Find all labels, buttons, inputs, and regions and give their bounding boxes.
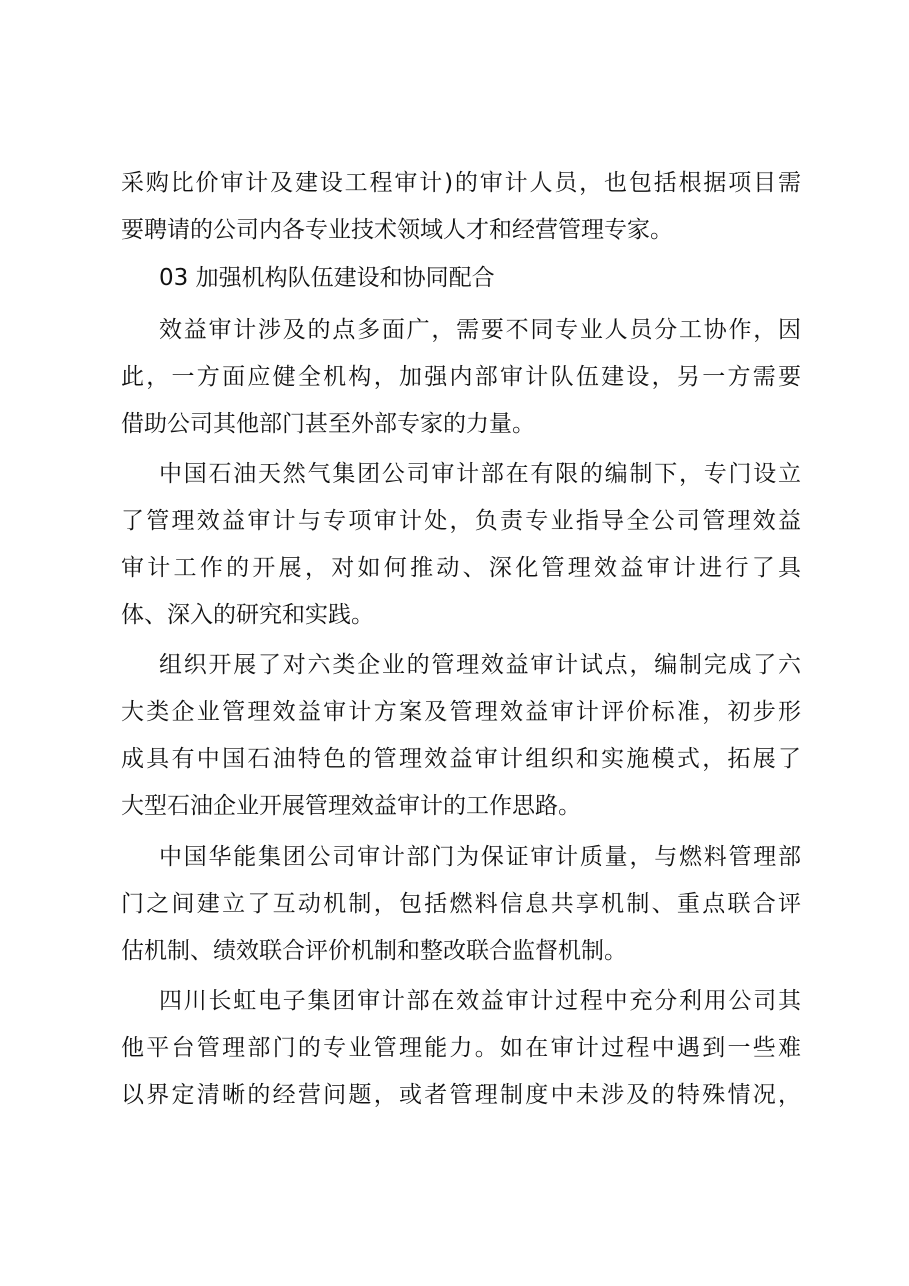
text-line: 大型石油企业开展管理效益审计的工作思路。 <box>121 793 581 819</box>
text-line: 成具有中国石油特色的管理效益审计组织和实施模式，拓展了 <box>121 746 801 772</box>
text-line: 大类企业管理效益审计方案及管理效益审计评价标准，初步形 <box>121 699 801 725</box>
text-line: 审计工作的开展，对如何推动、深化管理效益审计进行了具 <box>121 555 801 581</box>
text-line: 门之间建立了互动机制，包括燃料信息共享机制、重点联合评 <box>121 891 801 917</box>
text-line: 借助公司其他部门甚至外部专家的力量。 <box>121 411 535 437</box>
text-line: 此，一方面应健全机构，加强内部审计队伍建设，另一方需要 <box>121 364 801 390</box>
paragraph-first-line: 组织开展了对六类企业的管理效益审计试点，编制完成了六 <box>159 652 801 678</box>
paragraph-first-line: 中国石油天然气集团公司审计部在有限的编制下，专门设立 <box>159 461 801 487</box>
text-line: 体、深入的研究和实践。 <box>121 602 374 628</box>
text-line: 他平台管理部门的专业管理能力。如在审计过程中遇到一些难 <box>121 1035 801 1061</box>
text-line: 要聘请的公司内各专业技术领域人才和经营管理专家。 <box>121 217 673 243</box>
paragraph-first-line: 中国华能集团公司审计部门为保证审计质量，与燃料管理部 <box>159 844 801 870</box>
section-heading: 03 加强机构队伍建设和协同配合 <box>159 265 495 291</box>
text-line: 以界定清晰的经营问题，或者管理制度中未涉及的特殊情况， <box>121 1082 801 1108</box>
paragraph-first-line: 四川长虹电子集团审计部在效益审计过程中充分利用公司其 <box>159 988 801 1014</box>
text-line: 采购比价审计及建设工程审计)的审计人员，也包括根据项目需 <box>121 170 801 196</box>
text-line: 了管理效益审计与专项审计处，负责专业指导全公司管理效益 <box>121 508 801 534</box>
text-line: 估机制、绩效联合评价机制和整改联合监督机制。 <box>121 938 627 964</box>
paragraph-first-line: 效益审计涉及的点多面广，需要不同专业人员分工协作，因 <box>159 317 801 343</box>
